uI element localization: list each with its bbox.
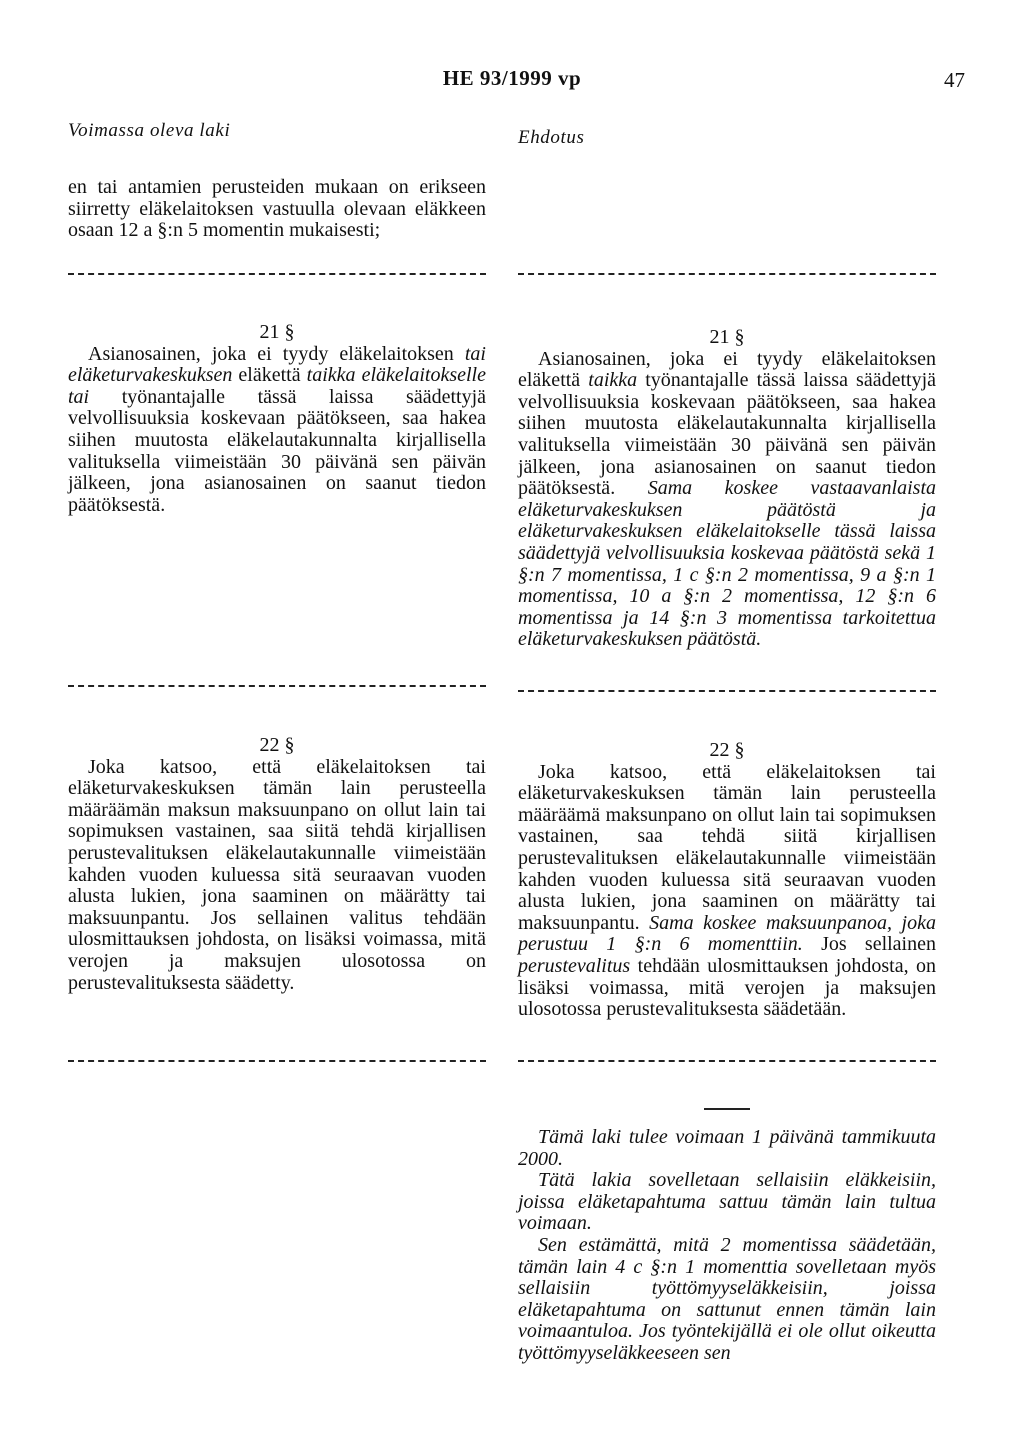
right-section-22-italic-1: Sama koskee maksuunpanoa, joka perustuu 1 §:n 6 momenttiin. <box>518 911 936 956</box>
closing-paragraph-2: Tätä lakia sovelletaan sellaisiin eläkkeisiin, joissa eläketapahtuma sattuu tämän lain tultua voimaan. <box>518 1169 936 1235</box>
right-divider-2 <box>518 690 936 692</box>
right-section-21-italic-1: taikka <box>588 369 638 392</box>
left-column-heading: Voimassa oleva laki <box>68 120 231 141</box>
right-section-21-heading: 21 § <box>709 326 745 348</box>
left-divider-3 <box>68 1060 486 1062</box>
left-divider-2 <box>68 685 486 687</box>
right-divider-1 <box>518 273 936 275</box>
document-id: HE 93/1999 vp <box>442 66 582 90</box>
left-section-22-text: Joka katsoo, että eläkelaitoksen tai eläketurvakeskuksen tämän lain perusteella määräämän maksun maksuunpano on ollut lain tai sopimuksen vastainen, saa siitä tehdä kirjallisen perustevalituksen eläkelautakunnalle viimeistään kahden vuoden kuluessa sitä seuraavan vuoden alusta lukien, jona saaminen on määrätty tai maksuunpantu. Jos sellainen valitus tehdään ulosmittauksen johdosta, on lisäksi voimassa, mitä verojen ja maksujen ulosotossa on perustevalituksesta säädetty. <box>68 755 486 994</box>
left-section-21-italic-2: taikka eläkelaitokselle tai <box>68 364 486 408</box>
right-section-21-text: Asianosainen, joka ei tyydy eläkelaitoksen eläkettä taikka työnantajalle tässä laissa säädettyjä velvollisuuksia koskevaan päätökseen, saa hakea siihen muutosta eläkelautakunnalta kirjallisella valituksella viimeistään 30 päivänä sen päivän jälkeen, jona asianosainen on saanut tiedon päätöksestä. Sama koskee vastaavanlaista eläketurvakeskuksen päätöstä ja eläketurvakeskuksen eläkelaitokselle tässä laissa säädettyjä velvollisuuksia koskevaa päätöstä sekä 1 §:n 7 momentissa, 1 c §:n 2 momentissa, 9 a §:n 1 momentissa, 10 a §:n 2 momentissa, 12 §:n 6 momentissa ja 14 §:n 3 momentissa tarkoitettua eläketurvakeskuksen päätöstä. <box>518 347 937 651</box>
left-section-22 <box>68 735 486 994</box>
closing-paragraph-1: Tämä laki tulee voimaan 1 päivänä tammikuuta 2000. <box>518 1126 936 1170</box>
left-divider-1 <box>68 273 486 275</box>
closing-paragraph-3: Sen estämättä, mitä 2 momentissa säädetään, tämän lain 4 c §:n 1 momenttia sovelletaan myös sellaisiin työttömyyseläkkeisiin, joissa eläketapahtuma on sattunut ennen tämän lain voimaantuloa. Jos työntekijällä ei ole ollut oikeutta työttömyyseläkkeeseen sen <box>518 1233 936 1364</box>
right-section-22-heading: 22 § <box>709 739 745 761</box>
closing-rule <box>704 1108 750 1110</box>
right-column-heading: Ehdotus <box>518 127 585 148</box>
right-section-22-text: Joka katsoo, että eläkelaitoksen tai eläketurvakeskuksen tämän lain perusteella määräämä maksunpano on ollut lain tai sopimuksen vastainen, saa tehdä siitä kirjallisen perustevalituksen eläkelautakunnalle viimeistään kahden vuoden kuluessa sitä seuraavan vuoden alusta lukien, jona saaminen on määrätty tai maksuunpantu. Sama koskee maksuunpanoa, joka perustuu 1 §:n 6 momenttiin. Jos sellainen perustevalitus tehdään ulosmittauksen johdosta, on lisäksi voimassa, mitä verojen ja maksujen ulosotossa perustevalituksesta säädetään. <box>518 760 936 1021</box>
page-number: 47 <box>944 68 965 92</box>
closing-provisions <box>518 1127 936 1365</box>
left-section-22-heading: 22 § <box>259 734 295 756</box>
right-section-22 <box>518 740 936 1021</box>
left-section-21 <box>68 322 486 516</box>
left-section-21-text: Asianosainen, joka ei tyydy eläkelaitoksen tai eläketurvakeskuksen eläkettä taikka eläkelaitokselle tai työnantajalle tässä laissa säädettyjä velvollisuuksia koskevaan päätökseen, saa hakea siihen muutosta eläkelautakunnalta kirjallisella valituksella viimeistään 30 päivänä sen päivän jälkeen, jona asianosainen on saanut tiedon päätöksestä. <box>68 342 486 516</box>
right-divider-3 <box>518 1060 936 1062</box>
right-section-22-italic-2: perustevalitus <box>518 954 631 977</box>
left-section-21-italic-1: tai eläketurvakeskuksen <box>68 342 486 387</box>
right-section-21 <box>518 327 936 651</box>
right-section-21-italic-2: Sama koskee vastaavanlaista eläketurvakeskuksen päätöstä ja eläketurvakeskuksen eläkelaitokselle tässä laissa säädettyjä velvollisuuksia koskevaa päätöstä sekä 1 §:n 7 momentissa, 1 c §:n 2 momentissa, 9 a §:n 1 momentissa, 10 a §:n 2 momentissa, 12 §:n 6 momentissa ja 14 §:n 3 momentissa tarkoitettua eläketurvakeskuksen päätöstä. <box>518 477 937 651</box>
left-intro-paragraph: en tai antamien perusteiden mukaan on erikseen siirretty eläkelaitoksen vastuulla olevaan eläkkeen osaan 12 a §:n 5 momentin mukaisesti; <box>68 176 486 242</box>
left-section-21-heading: 21 § <box>259 321 295 343</box>
